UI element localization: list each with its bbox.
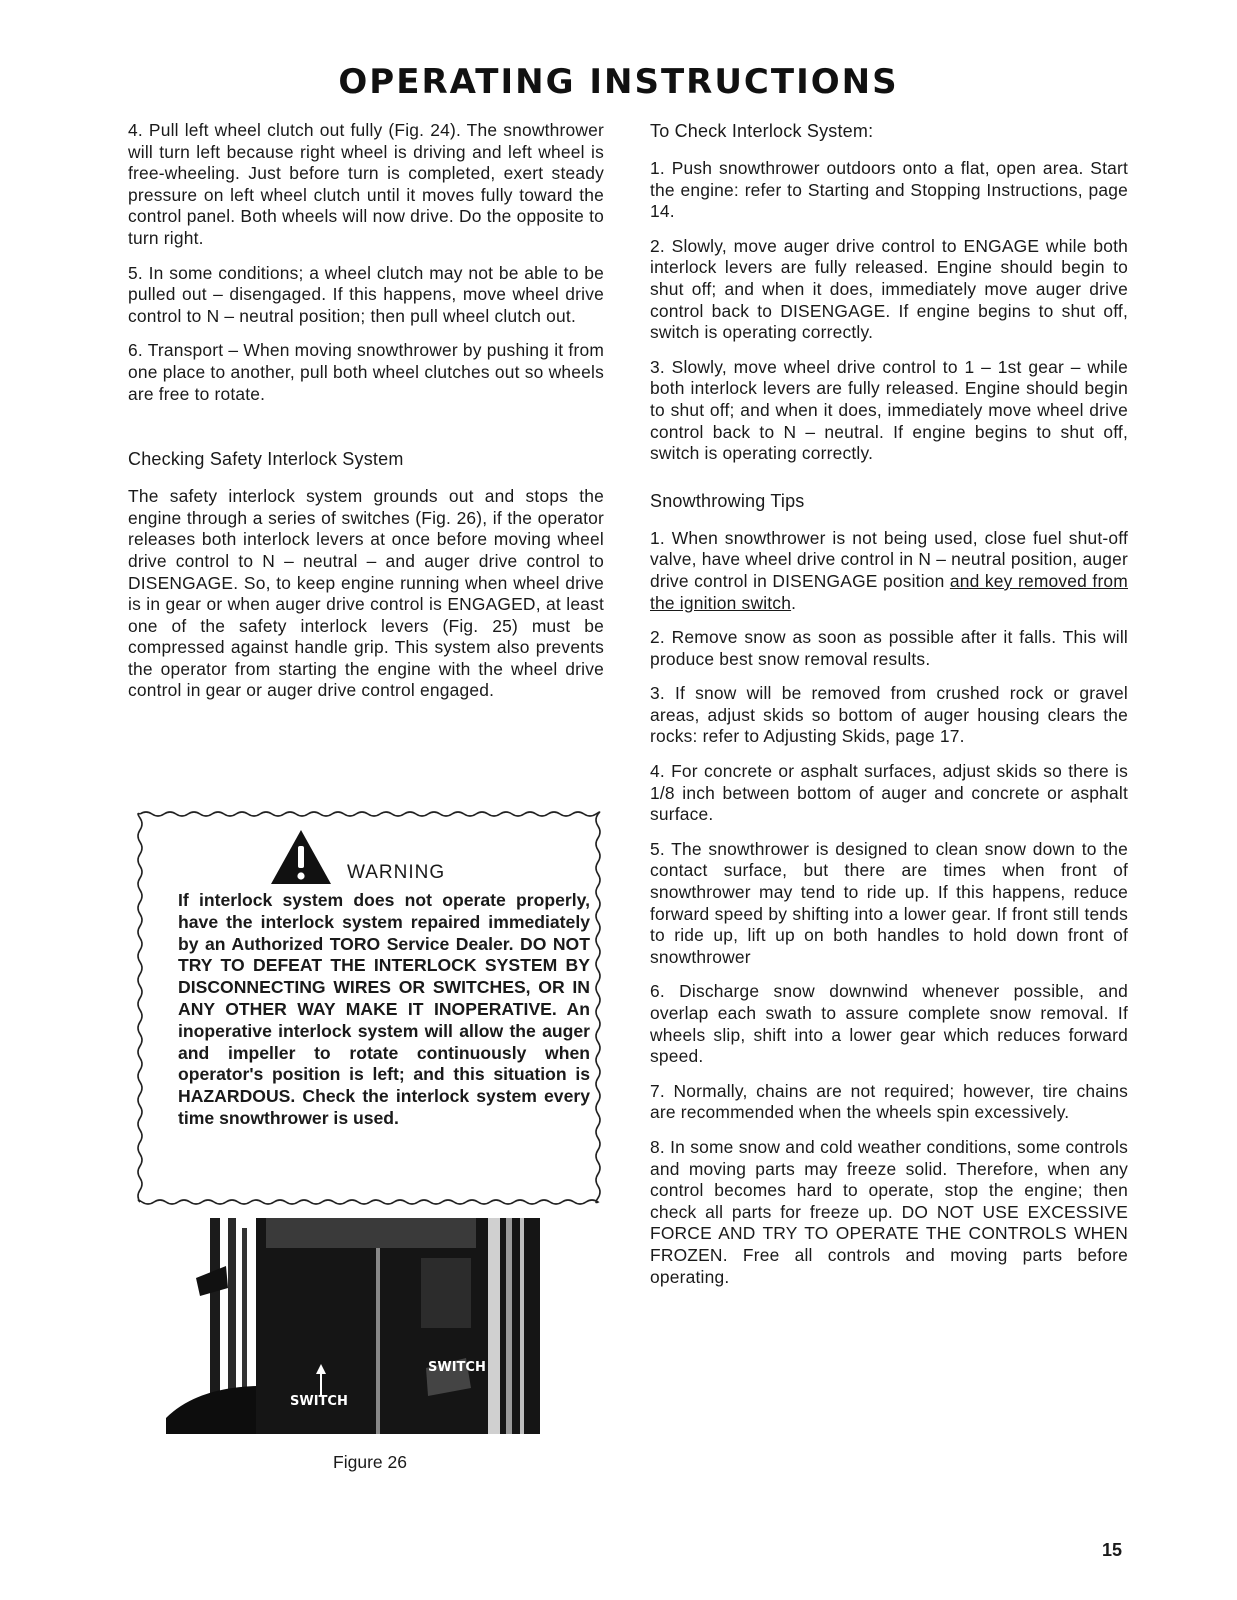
step-4-paragraph: 4. Pull left wheel clutch out fully (Fig. 24). The snowthrower will turn left because right wheel is driving and left wheel is free-wheeling. Just before turn is completed, exert steady pressure on left wheel clutch until it moves fully toward the control panel. Both wheels will now drive. Do the opposite to turn right. xyxy=(128,120,604,248)
warning-box xyxy=(134,808,604,1208)
tips-heading: Snowthrowing Tips xyxy=(650,490,805,511)
tip-1-underlined: and key removed from the ignition switch xyxy=(650,570,1128,613)
step-5-paragraph: 5. In some conditions; a wheel clutch may not be able to be pulled out – disengaged. If this happens, move wheel drive control to N – neutral position; then pull wheel clutch out. xyxy=(128,262,604,326)
warning-text: If interlock system does not operate properly, have the interlock system repaired immediately by an Authorized TORO Service Dealer. DO NOT TRY TO DEFEAT THE INTERLOCK SYSTEM BY DISCONNECTING WIRES OR SWITCHES, OR IN ANY OTHER WAY MAKE IT INOPERATIVE. An inoperative interlock system will allow the auger and impeller to rotate continuously when operator's position is left; and this situation is HAZARDOUS. Check the interlock system every time snowthrower is used. xyxy=(178,890,590,1128)
tip-1-text: 1. When snowthrower is not being used, close fuel shut-off valve, have wheel drive control in N – neutral position, auger drive control in DISENGAGE position xyxy=(650,527,1128,591)
tip-3: 3. If snow will be removed from crushed rock or gravel areas, adjust skids so bottom of auger housing clears the rocks: refer to Adjusting Skids, page 17. xyxy=(650,683,1128,747)
interlock-switch-photo xyxy=(166,1218,540,1434)
tip-4: 4. For concrete or asphalt surfaces, adjust skids so there is 1/8 inch between bottom of auger and concrete or asphalt surface. xyxy=(650,761,1128,825)
tip-7: 7. Normally, chains are not required; however, tire chains are recommended when the wheels spin excessively. xyxy=(650,1080,1128,1123)
check-step-1: 1. Push snowthrower outdoors onto a flat, open area. Start the engine: refer to Starting and Stopping Instructions, page 14. xyxy=(650,158,1128,222)
warning-label: WARNING xyxy=(347,862,446,883)
figure-label-switch-left: SWITCH xyxy=(290,1394,348,1409)
right-column xyxy=(650,120,1128,1301)
interlock-paragraph: The safety interlock system grounds out and stops the engine through a series of switches (Fig. 26), if the operator releases both interlock levers at once before moving wheel drive control to N – neutral – and auger drive control to DISENGAGE. So, to keep engine running when wheel drive is in gear or when auger drive control is ENGAGED, at least one of the safety interlock levers (Fig. 25) must be compressed against handle grip. This system also prevents the operator from starting the engine with the wheel drive control in gear or auger drive control engaged. xyxy=(128,486,604,701)
figure-caption: Figure 26 xyxy=(333,1452,407,1472)
check-step-2: 2. Slowly, move auger drive control to ENGAGE while both interlock levers are fully released. Engine should begin to shut off; and when it does, immediately move auger drive control back to DISENGAGE. If engine begins to shut off, switch is operating correctly. xyxy=(650,235,1128,343)
tip-1-end: . xyxy=(791,592,797,613)
warning-triangle-icon xyxy=(269,828,333,886)
check-interlock-heading: To Check Interlock System: xyxy=(650,121,874,141)
tip-6: 6. Discharge snow downwind whenever possible, and overlap each swath to assure complete snow removal. If wheels slip, shift into a lower gear which reduces forward speed. xyxy=(650,981,1128,1067)
figure-26-photo xyxy=(166,1218,540,1434)
warning-header xyxy=(269,826,569,886)
tip-2: 2. Remove snow as soon as possible after it falls. This will produce best snow removal results. xyxy=(650,627,1128,669)
tip-5: 5. The snowthrower is designed to clean snow down to the contact surface, but there are times when front of snowthrower may tend to ride up. If this happens, reduce forward speed by shifting into a lower gear. If front still tends to ride up, lift up on both handles to hold down front of snowthrower xyxy=(650,838,1128,967)
page-title: OPERATING INSTRUCTIONS xyxy=(338,62,899,102)
page-number: 15 xyxy=(1102,1540,1123,1560)
step-6-paragraph: 6. Transport – When moving snowthrower by pushing it from one place to another, pull both wheel clutches out so wheels are free to rotate. xyxy=(128,340,604,404)
left-column xyxy=(128,120,604,715)
tip-1 xyxy=(650,528,1128,614)
section-heading-safety-interlock: Checking Safety Interlock System xyxy=(128,449,404,470)
tip-8: 8. In some snow and cold weather conditions, some controls and moving parts may freeze solid. Therefore, when any control becomes hard to operate, stop the engine; then check all parts for freeze up. DO NOT USE EXCESSIVE FORCE AND TRY TO OPERATE THE CONTROLS WHEN FROZEN. Free all controls and moving parts before operating. xyxy=(650,1136,1128,1287)
check-step-3: 3. Slowly, move wheel drive control to 1 – 1st gear – while both interlock levers are fully released. Engine should begin to shut off; and when it does, immediately move wheel drive control back to N – neutral. If engine begins to shut off, switch is operating correctly. xyxy=(650,356,1128,464)
figure-label-switch-right: SWITCH xyxy=(428,1360,486,1375)
